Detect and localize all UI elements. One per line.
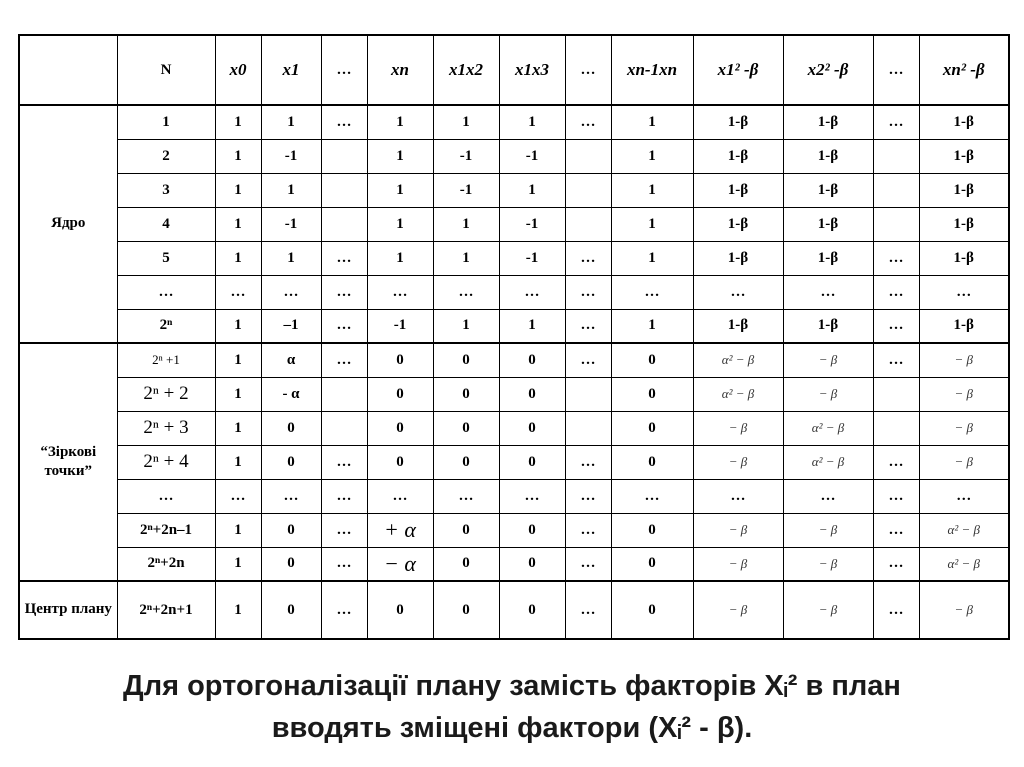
value-cell: 0	[433, 411, 499, 445]
value-cell: − β	[919, 411, 1009, 445]
value-cell: -1	[499, 139, 565, 173]
run-number-cell: 2ⁿ+2n+1	[117, 581, 215, 639]
run-number-cell: 5	[117, 241, 215, 275]
value-cell: 1-β	[693, 173, 783, 207]
value-cell: 1	[215, 105, 261, 139]
value-cell: 1-β	[693, 241, 783, 275]
value-cell: 0	[261, 547, 321, 581]
value-cell: − β	[693, 445, 783, 479]
value-cell: + α	[367, 513, 433, 547]
core-row	[19, 139, 1009, 173]
value-cell: − β	[693, 513, 783, 547]
value-cell: 1	[215, 513, 261, 547]
value-cell: 1-β	[919, 207, 1009, 241]
header-n: N	[117, 35, 215, 105]
value-cell: …	[693, 275, 783, 309]
value-cell: − β	[783, 377, 873, 411]
value-cell: …	[693, 479, 783, 513]
value-cell: − β	[693, 411, 783, 445]
header-ellipsis-3: …	[873, 35, 919, 105]
value-cell: …	[873, 309, 919, 343]
value-cell: α² − β	[919, 513, 1009, 547]
value-cell: -1	[261, 207, 321, 241]
value-cell: …	[565, 309, 611, 343]
value-cell: …	[565, 241, 611, 275]
value-cell: α² − β	[919, 547, 1009, 581]
core-row	[19, 275, 1009, 309]
value-cell: …	[873, 241, 919, 275]
core-row	[19, 173, 1009, 207]
header-x2-sq-beta: x2² -β	[783, 35, 873, 105]
value-cell: − β	[783, 581, 873, 639]
value-cell: − β	[919, 445, 1009, 479]
value-cell: …	[919, 479, 1009, 513]
value-cell: α	[261, 343, 321, 377]
header-ellipsis-2: …	[565, 35, 611, 105]
value-cell: 0	[433, 513, 499, 547]
value-cell: 0	[367, 411, 433, 445]
value-cell	[321, 139, 367, 173]
value-cell: 0	[367, 581, 433, 639]
header-x1x3: x1x3	[499, 35, 565, 105]
value-cell: 0	[499, 377, 565, 411]
value-cell: …	[565, 105, 611, 139]
value-cell: -1	[433, 173, 499, 207]
value-cell: 1-β	[783, 139, 873, 173]
value-cell: 1	[215, 411, 261, 445]
header-xn: xn	[367, 35, 433, 105]
value-cell: …	[321, 479, 367, 513]
value-cell	[565, 139, 611, 173]
value-cell: 1	[499, 309, 565, 343]
value-cell: 1	[367, 139, 433, 173]
header-xn-sq-beta: xn² -β	[919, 35, 1009, 105]
value-cell: − β	[919, 581, 1009, 639]
value-cell: 0	[499, 343, 565, 377]
value-cell: 1	[611, 105, 693, 139]
value-cell: …	[321, 275, 367, 309]
value-cell: 1	[215, 581, 261, 639]
star-row	[19, 343, 1009, 377]
value-cell: 1-β	[783, 241, 873, 275]
value-cell: 0	[611, 445, 693, 479]
value-cell	[873, 173, 919, 207]
value-cell: 0	[433, 445, 499, 479]
value-cell	[321, 173, 367, 207]
value-cell: -1	[499, 241, 565, 275]
value-cell: 0	[261, 411, 321, 445]
core-row	[19, 309, 1009, 343]
run-number-cell: 2ⁿ + 4	[117, 445, 215, 479]
value-cell: …	[873, 343, 919, 377]
value-cell: …	[321, 105, 367, 139]
run-number-cell: 2ⁿ+2n	[117, 547, 215, 581]
value-cell: 0	[261, 581, 321, 639]
value-cell: …	[215, 479, 261, 513]
value-cell: 1	[433, 105, 499, 139]
value-cell: …	[565, 479, 611, 513]
value-cell: …	[321, 547, 367, 581]
value-cell: 1-β	[693, 207, 783, 241]
value-cell	[873, 139, 919, 173]
value-cell: 1	[499, 105, 565, 139]
value-cell: 0	[611, 377, 693, 411]
run-number-cell: …	[117, 275, 215, 309]
value-cell: …	[873, 445, 919, 479]
value-cell: 0	[433, 547, 499, 581]
value-cell: …	[873, 581, 919, 639]
table-body	[19, 35, 1009, 639]
value-cell: 1	[611, 241, 693, 275]
value-cell: 0	[611, 547, 693, 581]
header-x1: x1	[261, 35, 321, 105]
header-ellipsis-1: …	[321, 35, 367, 105]
star-row	[19, 513, 1009, 547]
value-cell	[873, 207, 919, 241]
header-x1x2: x1x2	[433, 35, 499, 105]
run-number-cell: 2ⁿ +1	[117, 343, 215, 377]
value-cell: …	[783, 275, 873, 309]
value-cell: -1	[261, 139, 321, 173]
value-cell: 0	[367, 377, 433, 411]
caption-line-1: Для ортогоналізації плану замість факторів Xᵢ² в план	[123, 670, 901, 702]
value-cell: 1	[367, 173, 433, 207]
value-cell: 0	[499, 547, 565, 581]
value-cell	[873, 377, 919, 411]
value-cell: …	[367, 479, 433, 513]
value-cell: − β	[783, 513, 873, 547]
value-cell: 1-β	[919, 173, 1009, 207]
value-cell: − α	[367, 547, 433, 581]
value-cell: 0	[499, 513, 565, 547]
value-cell: 1	[215, 343, 261, 377]
value-cell: 1	[367, 105, 433, 139]
value-cell: − β	[783, 343, 873, 377]
value-cell: …	[565, 275, 611, 309]
value-cell: 0	[611, 343, 693, 377]
value-cell: 1	[433, 241, 499, 275]
value-cell: 1	[261, 173, 321, 207]
value-cell: 0	[499, 411, 565, 445]
value-cell: …	[873, 275, 919, 309]
value-cell: 1	[433, 207, 499, 241]
value-cell: 1	[611, 309, 693, 343]
value-cell: …	[261, 479, 321, 513]
value-cell: …	[433, 479, 499, 513]
value-cell	[321, 377, 367, 411]
run-number-cell: 3	[117, 173, 215, 207]
value-cell: …	[873, 513, 919, 547]
value-cell: 0	[611, 581, 693, 639]
star-row	[19, 547, 1009, 581]
value-cell: 1	[215, 547, 261, 581]
value-cell: 0	[611, 513, 693, 547]
value-cell: …	[321, 581, 367, 639]
value-cell: 1	[611, 173, 693, 207]
value-cell: α² − β	[693, 343, 783, 377]
run-number-cell: 2ⁿ+2n–1	[117, 513, 215, 547]
value-cell: …	[783, 479, 873, 513]
value-cell: 0	[433, 343, 499, 377]
value-cell: − β	[693, 547, 783, 581]
value-cell: 1	[261, 241, 321, 275]
value-cell: -1	[367, 309, 433, 343]
run-number-cell: 4	[117, 207, 215, 241]
value-cell: 1	[215, 309, 261, 343]
value-cell: 0	[433, 581, 499, 639]
value-cell: …	[565, 513, 611, 547]
value-cell: 1	[215, 139, 261, 173]
value-cell: 1-β	[919, 241, 1009, 275]
caption-line-2: вводять зміщені фактори (Xᵢ² - β).	[271, 712, 753, 744]
value-cell: − β	[919, 377, 1009, 411]
value-cell: 1-β	[693, 105, 783, 139]
value-cell: 1	[215, 445, 261, 479]
value-cell: 1-β	[919, 105, 1009, 139]
value-cell: 1	[611, 207, 693, 241]
value-cell: 0	[367, 445, 433, 479]
value-cell: 1-β	[783, 309, 873, 343]
value-cell: …	[611, 275, 693, 309]
core-row	[19, 207, 1009, 241]
value-cell: 0	[261, 445, 321, 479]
run-number-cell: 1	[117, 105, 215, 139]
value-cell: …	[873, 547, 919, 581]
value-cell: 1-β	[693, 309, 783, 343]
value-cell: 1	[215, 377, 261, 411]
value-cell: 0	[433, 377, 499, 411]
value-cell: α² − β	[783, 445, 873, 479]
value-cell: …	[919, 275, 1009, 309]
value-cell: 1	[367, 241, 433, 275]
header-x1-sq-beta: x1² -β	[693, 35, 783, 105]
value-cell: 0	[367, 343, 433, 377]
value-cell: 1-β	[919, 309, 1009, 343]
value-cell	[873, 411, 919, 445]
value-cell: 1-β	[693, 139, 783, 173]
center-row	[19, 581, 1009, 639]
value-cell: …	[873, 479, 919, 513]
value-cell: 1	[433, 309, 499, 343]
header-x0: x0	[215, 35, 261, 105]
value-cell: …	[499, 275, 565, 309]
value-cell: …	[367, 275, 433, 309]
value-cell	[565, 411, 611, 445]
value-cell: …	[565, 547, 611, 581]
center-group-label: Центр плану	[19, 581, 117, 639]
star-row	[19, 411, 1009, 445]
value-cell: 0	[611, 411, 693, 445]
value-cell: …	[565, 581, 611, 639]
value-cell	[565, 207, 611, 241]
value-cell: …	[873, 105, 919, 139]
design-matrix-table	[18, 34, 1010, 640]
star-group-label: “Зіркові точки”	[19, 343, 117, 581]
value-cell: 1-β	[919, 139, 1009, 173]
run-number-cell: 2	[117, 139, 215, 173]
value-cell	[565, 377, 611, 411]
value-cell: 1	[367, 207, 433, 241]
value-cell	[321, 411, 367, 445]
value-cell: –1	[261, 309, 321, 343]
value-cell: …	[433, 275, 499, 309]
header-row	[19, 35, 1009, 105]
run-number-cell: 2ⁿ + 2	[117, 377, 215, 411]
star-row	[19, 479, 1009, 513]
value-cell: 1	[215, 207, 261, 241]
value-cell: …	[565, 445, 611, 479]
value-cell: 0	[499, 581, 565, 639]
value-cell: …	[499, 479, 565, 513]
value-cell: -1	[499, 207, 565, 241]
value-cell: − β	[693, 581, 783, 639]
value-cell: 1	[611, 139, 693, 173]
value-cell: -1	[433, 139, 499, 173]
value-cell: …	[321, 343, 367, 377]
value-cell: − β	[783, 547, 873, 581]
value-cell	[565, 173, 611, 207]
value-cell: 1-β	[783, 105, 873, 139]
run-number-cell: 2ⁿ + 3	[117, 411, 215, 445]
value-cell: − β	[919, 343, 1009, 377]
value-cell: 1	[261, 105, 321, 139]
value-cell: 1	[215, 173, 261, 207]
star-row	[19, 445, 1009, 479]
header-corner	[19, 35, 117, 105]
value-cell: …	[261, 275, 321, 309]
core-row	[19, 241, 1009, 275]
value-cell: …	[321, 445, 367, 479]
value-cell: α² − β	[783, 411, 873, 445]
value-cell: …	[321, 241, 367, 275]
run-number-cell: 2ⁿ	[117, 309, 215, 343]
value-cell: 0	[261, 513, 321, 547]
value-cell: …	[565, 343, 611, 377]
value-cell: …	[611, 479, 693, 513]
value-cell: 1-β	[783, 207, 873, 241]
value-cell: …	[321, 309, 367, 343]
value-cell: 1-β	[783, 173, 873, 207]
value-cell: …	[321, 513, 367, 547]
value-cell: 0	[499, 445, 565, 479]
star-row	[19, 377, 1009, 411]
core-group-label: Ядро	[19, 105, 117, 343]
value-cell: 1	[215, 241, 261, 275]
header-xn1xn: xn-1xn	[611, 35, 693, 105]
value-cell: - α	[261, 377, 321, 411]
value-cell: …	[215, 275, 261, 309]
value-cell: α² − β	[693, 377, 783, 411]
value-cell: 1	[499, 173, 565, 207]
value-cell	[321, 207, 367, 241]
run-number-cell: …	[117, 479, 215, 513]
core-row	[19, 105, 1009, 139]
